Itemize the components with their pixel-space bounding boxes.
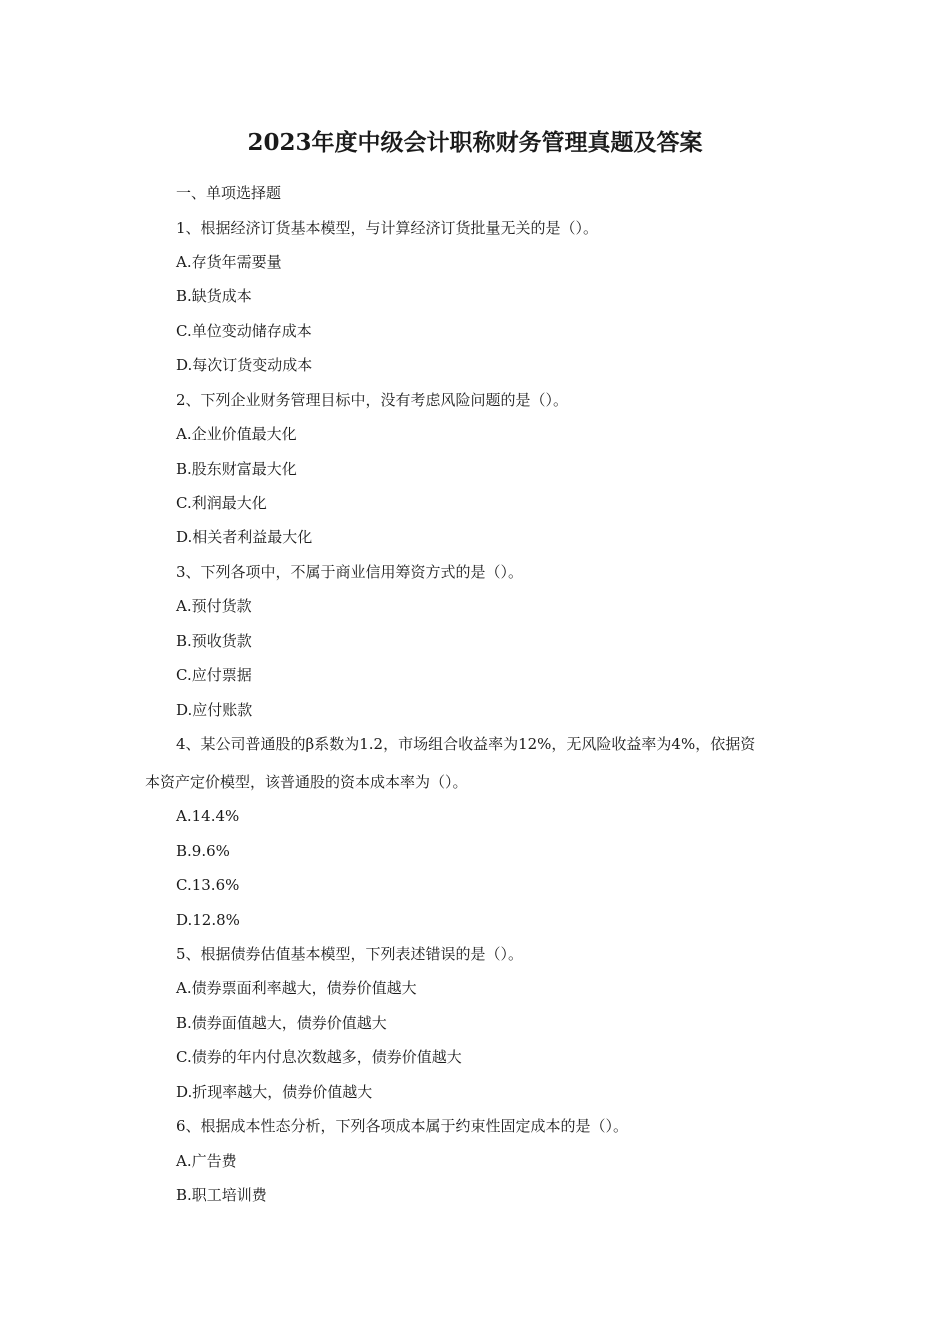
question-3-option-c: C.应付票据 xyxy=(176,666,252,684)
question-4-option-b: B.9.6% xyxy=(176,842,230,860)
question-2-option-d: D.相关者利益最大化 xyxy=(176,528,313,546)
question-4-option-d: D.12.8% xyxy=(176,911,240,929)
question-5-stem: 5、根据债券估值基本模型，下列表述错误的是（）。 xyxy=(176,945,524,963)
question-5-option-d: D.折现率越大，债券价值越大 xyxy=(176,1083,373,1101)
question-2-stem: 2、下列企业财务管理目标中，没有考虑风险问题的是（）。 xyxy=(176,391,569,409)
question-3-stem: 3、下列各项中，不属于商业信用筹资方式的是（）。 xyxy=(176,563,524,581)
question-4-option-a: A.14.4% xyxy=(176,807,240,825)
question-1-option-c: C.单位变动储存成本 xyxy=(176,322,312,340)
question-3-option-b: B.预收货款 xyxy=(176,632,252,650)
question-2-option-a: A.企业价值最大化 xyxy=(176,425,297,443)
question-4-stem: 4、某公司普通股的β系数为1.2，市场组合收益率为12%，无风险收益率为4%，依据资 xyxy=(176,735,756,753)
question-2-option-b: B.股东财富最大化 xyxy=(176,460,297,478)
question-6-option-b: B.职工培训费 xyxy=(176,1186,267,1204)
question-5-option-a: A.债券票面利率越大，债券价值越大 xyxy=(176,979,417,997)
question-3-option-d: D.应付账款 xyxy=(176,701,253,719)
question-6-stem: 6、根据成本性态分析，下列各项成本属于约束性固定成本的是（）。 xyxy=(176,1117,629,1135)
question-3-option-a: A.预付货款 xyxy=(176,597,252,615)
question-6-option-a: A.广告费 xyxy=(176,1152,237,1170)
section-heading: 一、单项选择题 xyxy=(176,184,282,202)
question-1-option-a: A.存货年需要量 xyxy=(176,253,282,271)
document-title: 2023年度中级会计职称财务管理真题及答案 xyxy=(247,129,703,156)
question-5-option-b: B.债券面值越大，债券价值越大 xyxy=(176,1014,387,1032)
question-4-stem-continued: 本资产定价模型，该普通股的资本成本率为（）。 xyxy=(145,773,468,791)
question-1-option-b: B.缺货成本 xyxy=(176,287,252,305)
question-2-option-c: C.利润最大化 xyxy=(176,494,267,512)
question-1-option-d: D.每次订货变动成本 xyxy=(176,356,313,374)
question-4-option-c: C.13.6% xyxy=(176,876,240,894)
question-1-stem: 1、根据经济订货基本模型，与计算经济订货批量无关的是（）。 xyxy=(176,219,599,237)
question-5-option-c: C.债券的年内付息次数越多，债券价值越大 xyxy=(176,1048,462,1066)
